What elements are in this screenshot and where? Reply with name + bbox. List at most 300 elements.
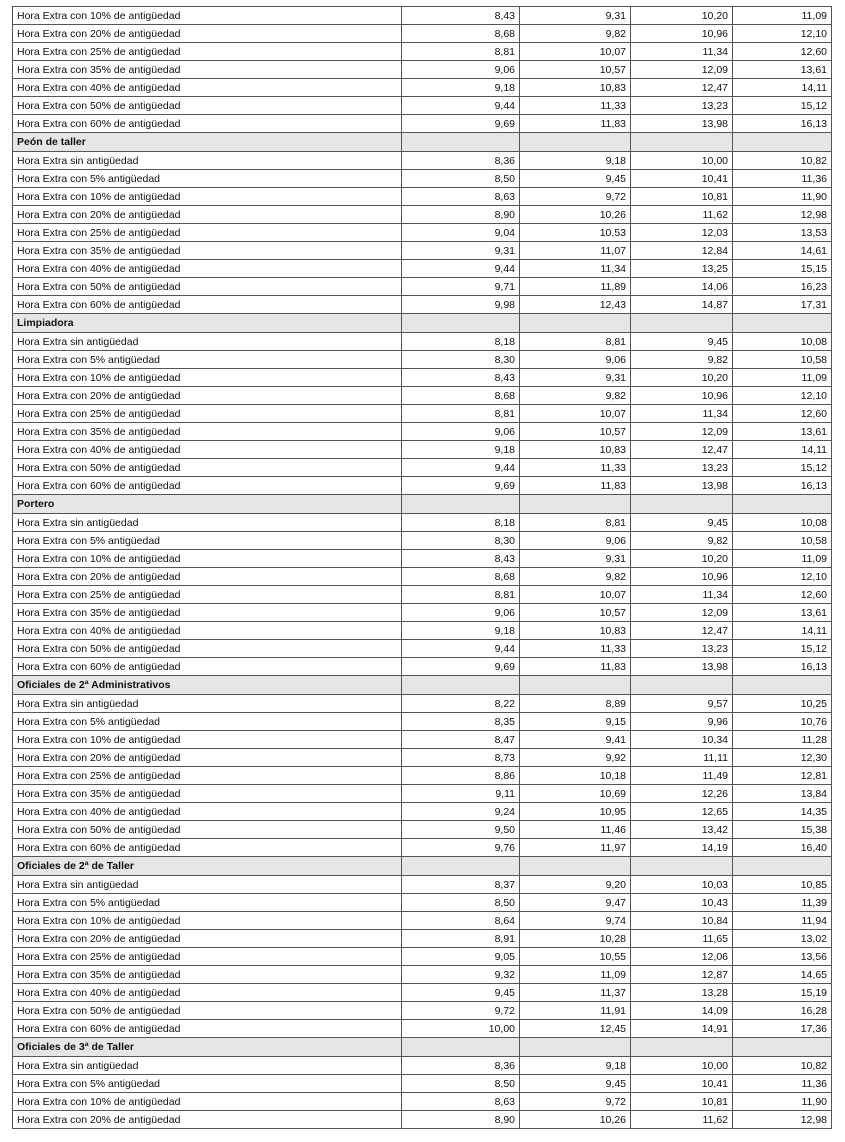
table-row bbox=[13, 749, 832, 767]
table-row bbox=[13, 459, 832, 477]
rate-cell-col-1: 9,05 bbox=[402, 948, 520, 966]
row-label: Hora Extra con 50% de antigüedad bbox=[13, 821, 402, 839]
row-label: Hora Extra sin antigüedad bbox=[13, 514, 402, 532]
rate-cell-col-4: 13,61 bbox=[733, 423, 832, 441]
table-row bbox=[13, 785, 832, 803]
rate-cell-col-2: 10,07 bbox=[520, 405, 631, 423]
rate-cell-col-2: 11,97 bbox=[520, 839, 631, 857]
table-row bbox=[13, 351, 832, 369]
rate-cell-col-4: 14,11 bbox=[733, 79, 832, 97]
rate-cell-col-3: 11,11 bbox=[631, 749, 733, 767]
section-title: Limpiadora bbox=[13, 314, 402, 333]
rate-cell-col-1: 8,90 bbox=[402, 1111, 520, 1129]
table-row bbox=[13, 532, 832, 550]
section-empty-cell bbox=[631, 1038, 733, 1057]
row-label: Hora Extra con 20% de antigüedad bbox=[13, 568, 402, 586]
rate-cell-col-1: 8,81 bbox=[402, 43, 520, 61]
rate-cell-col-1: 8,30 bbox=[402, 532, 520, 550]
rate-cell-col-1: 9,69 bbox=[402, 477, 520, 495]
rate-cell-col-3: 10,34 bbox=[631, 731, 733, 749]
row-label: Hora Extra con 60% de antigüedad bbox=[13, 658, 402, 676]
rate-cell-col-1: 9,24 bbox=[402, 803, 520, 821]
rate-cell-col-2: 8,89 bbox=[520, 695, 631, 713]
rate-cell-col-2: 9,45 bbox=[520, 170, 631, 188]
rate-cell-col-4: 13,84 bbox=[733, 785, 832, 803]
row-label: Hora Extra con 40% de antigüedad bbox=[13, 803, 402, 821]
row-label: Hora Extra con 60% de antigüedad bbox=[13, 115, 402, 133]
row-label: Hora Extra con 35% de antigüedad bbox=[13, 604, 402, 622]
rate-cell-col-3: 10,96 bbox=[631, 25, 733, 43]
rate-cell-col-3: 10,20 bbox=[631, 7, 733, 25]
table-row bbox=[13, 550, 832, 568]
rate-cell-col-3: 13,98 bbox=[631, 477, 733, 495]
section-header-row bbox=[13, 1038, 832, 1057]
rate-cell-col-3: 13,23 bbox=[631, 640, 733, 658]
rate-cell-col-3: 10,81 bbox=[631, 188, 733, 206]
rate-cell-col-2: 12,43 bbox=[520, 296, 631, 314]
rate-cell-col-1: 8,63 bbox=[402, 1093, 520, 1111]
rate-cell-col-4: 14,11 bbox=[733, 441, 832, 459]
table-row bbox=[13, 912, 832, 930]
rate-cell-col-1: 9,18 bbox=[402, 79, 520, 97]
row-label: Hora Extra con 25% de antigüedad bbox=[13, 948, 402, 966]
rate-cell-col-4: 13,02 bbox=[733, 930, 832, 948]
rate-cell-col-4: 14,35 bbox=[733, 803, 832, 821]
table-row bbox=[13, 713, 832, 731]
rate-cell-col-1: 8,43 bbox=[402, 369, 520, 387]
rate-cell-col-3: 13,42 bbox=[631, 821, 733, 839]
rate-cell-col-4: 10,85 bbox=[733, 876, 832, 894]
rate-cell-col-2: 9,82 bbox=[520, 25, 631, 43]
rate-cell-col-2: 10,57 bbox=[520, 604, 631, 622]
rate-cell-col-4: 11,28 bbox=[733, 731, 832, 749]
rate-cell-col-1: 9,98 bbox=[402, 296, 520, 314]
section-empty-cell bbox=[402, 133, 520, 152]
row-label: Hora Extra sin antigüedad bbox=[13, 333, 402, 351]
rate-cell-col-1: 8,18 bbox=[402, 333, 520, 351]
rate-cell-col-3: 12,47 bbox=[631, 79, 733, 97]
rate-cell-col-2: 9,72 bbox=[520, 1093, 631, 1111]
rate-cell-col-3: 10,41 bbox=[631, 170, 733, 188]
rate-cell-col-4: 15,12 bbox=[733, 459, 832, 477]
rate-cell-col-2: 10,26 bbox=[520, 206, 631, 224]
table-row bbox=[13, 948, 832, 966]
table-row bbox=[13, 658, 832, 676]
row-label: Hora Extra con 35% de antigüedad bbox=[13, 966, 402, 984]
table-row bbox=[13, 369, 832, 387]
rate-cell-col-2: 11,83 bbox=[520, 477, 631, 495]
table-row bbox=[13, 1020, 832, 1038]
rate-cell-col-1: 8,81 bbox=[402, 586, 520, 604]
rate-cell-col-4: 11,94 bbox=[733, 912, 832, 930]
section-empty-cell bbox=[733, 857, 832, 876]
row-label: Hora Extra con 40% de antigüedad bbox=[13, 79, 402, 97]
rate-cell-col-3: 9,45 bbox=[631, 333, 733, 351]
rate-cell-col-2: 10,28 bbox=[520, 930, 631, 948]
rate-cell-col-1: 9,04 bbox=[402, 224, 520, 242]
section-empty-cell bbox=[631, 857, 733, 876]
rate-cell-col-4: 15,38 bbox=[733, 821, 832, 839]
rate-cell-col-4: 13,53 bbox=[733, 224, 832, 242]
rate-cell-col-4: 11,39 bbox=[733, 894, 832, 912]
table-row bbox=[13, 405, 832, 423]
rate-cell-col-1: 8,90 bbox=[402, 206, 520, 224]
rate-cell-col-4: 11,09 bbox=[733, 369, 832, 387]
table-row bbox=[13, 423, 832, 441]
rate-cell-col-4: 13,56 bbox=[733, 948, 832, 966]
table-row bbox=[13, 242, 832, 260]
row-label: Hora Extra con 50% de antigüedad bbox=[13, 459, 402, 477]
rate-cell-col-1: 9,71 bbox=[402, 278, 520, 296]
rate-cell-col-2: 10,95 bbox=[520, 803, 631, 821]
table-row bbox=[13, 115, 832, 133]
table-row bbox=[13, 586, 832, 604]
rate-cell-col-2: 9,45 bbox=[520, 1075, 631, 1093]
rate-cell-col-3: 10,43 bbox=[631, 894, 733, 912]
rate-cell-col-3: 12,06 bbox=[631, 948, 733, 966]
table-row bbox=[13, 622, 832, 640]
rate-cell-col-3: 13,98 bbox=[631, 115, 733, 133]
rate-cell-col-3: 9,45 bbox=[631, 514, 733, 532]
row-label: Hora Extra con 35% de antigüedad bbox=[13, 785, 402, 803]
rate-cell-col-2: 9,41 bbox=[520, 731, 631, 749]
table-row bbox=[13, 387, 832, 405]
rate-cell-col-1: 9,18 bbox=[402, 622, 520, 640]
section-empty-cell bbox=[733, 314, 832, 333]
rate-cell-col-1: 8,91 bbox=[402, 930, 520, 948]
rate-cell-col-4: 14,11 bbox=[733, 622, 832, 640]
table-row bbox=[13, 296, 832, 314]
row-label: Hora Extra con 40% de antigüedad bbox=[13, 260, 402, 278]
section-title: Oficiales de 3ª de Taller bbox=[13, 1038, 402, 1057]
table-row bbox=[13, 966, 832, 984]
rate-cell-col-3: 14,87 bbox=[631, 296, 733, 314]
section-title: Portero bbox=[13, 495, 402, 514]
row-label: Hora Extra con 5% antigüedad bbox=[13, 713, 402, 731]
row-label: Hora Extra con 25% de antigüedad bbox=[13, 586, 402, 604]
rate-cell-col-2: 9,31 bbox=[520, 550, 631, 568]
row-label: Hora Extra con 35% de antigüedad bbox=[13, 423, 402, 441]
row-label: Hora Extra con 50% de antigüedad bbox=[13, 278, 402, 296]
rate-cell-col-1: 8,81 bbox=[402, 405, 520, 423]
rate-cell-col-3: 13,98 bbox=[631, 658, 733, 676]
rate-cell-col-3: 12,84 bbox=[631, 242, 733, 260]
rate-cell-col-2: 10,57 bbox=[520, 61, 631, 79]
rate-cell-col-3: 12,03 bbox=[631, 224, 733, 242]
row-label: Hora Extra con 50% de antigüedad bbox=[13, 640, 402, 658]
rate-cell-col-2: 11,33 bbox=[520, 459, 631, 477]
rate-cell-col-2: 9,47 bbox=[520, 894, 631, 912]
table-row bbox=[13, 1093, 832, 1111]
rate-cell-col-2: 11,46 bbox=[520, 821, 631, 839]
rate-cell-col-4: 15,19 bbox=[733, 984, 832, 1002]
section-header-row bbox=[13, 857, 832, 876]
section-title: Oficiales de 2ª de Taller bbox=[13, 857, 402, 876]
rate-cell-col-2: 12,45 bbox=[520, 1020, 631, 1038]
row-label: Hora Extra con 20% de antigüedad bbox=[13, 749, 402, 767]
rate-cell-col-1: 9,44 bbox=[402, 260, 520, 278]
rate-cell-col-3: 9,57 bbox=[631, 695, 733, 713]
section-empty-cell bbox=[520, 857, 631, 876]
rate-cell-col-3: 14,19 bbox=[631, 839, 733, 857]
section-empty-cell bbox=[402, 314, 520, 333]
section-title: Peón de taller bbox=[13, 133, 402, 152]
rate-cell-col-1: 8,50 bbox=[402, 894, 520, 912]
row-label: Hora Extra sin antigüedad bbox=[13, 695, 402, 713]
row-label: Hora Extra sin antigüedad bbox=[13, 152, 402, 170]
table-row bbox=[13, 604, 832, 622]
section-empty-cell bbox=[631, 133, 733, 152]
rate-cell-col-4: 12,60 bbox=[733, 405, 832, 423]
rate-cell-col-4: 12,10 bbox=[733, 25, 832, 43]
table-row bbox=[13, 477, 832, 495]
section-empty-cell bbox=[631, 676, 733, 695]
rate-cell-col-4: 11,90 bbox=[733, 1093, 832, 1111]
table-row bbox=[13, 731, 832, 749]
row-label: Hora Extra con 10% de antigüedad bbox=[13, 7, 402, 25]
rate-cell-col-2: 11,91 bbox=[520, 1002, 631, 1020]
table-row bbox=[13, 1075, 832, 1093]
rate-cell-col-2: 9,20 bbox=[520, 876, 631, 894]
rate-cell-col-1: 8,22 bbox=[402, 695, 520, 713]
rate-cell-col-1: 8,86 bbox=[402, 767, 520, 785]
rate-cell-col-3: 10,03 bbox=[631, 876, 733, 894]
table-row bbox=[13, 1111, 832, 1129]
table-row bbox=[13, 333, 832, 351]
table-row bbox=[13, 821, 832, 839]
rate-cell-col-1: 10,00 bbox=[402, 1020, 520, 1038]
row-label: Hora Extra con 10% de antigüedad bbox=[13, 550, 402, 568]
rate-cell-col-2: 10,69 bbox=[520, 785, 631, 803]
section-title: Oficiales de 2ª Administrativos bbox=[13, 676, 402, 695]
rate-cell-col-1: 9,69 bbox=[402, 115, 520, 133]
rate-cell-col-4: 14,65 bbox=[733, 966, 832, 984]
rate-cell-col-1: 9,32 bbox=[402, 966, 520, 984]
rate-cell-col-2: 9,31 bbox=[520, 7, 631, 25]
rate-cell-col-1: 9,76 bbox=[402, 839, 520, 857]
table-row bbox=[13, 984, 832, 1002]
rate-cell-col-1: 8,68 bbox=[402, 387, 520, 405]
table-row bbox=[13, 25, 832, 43]
table-row bbox=[13, 7, 832, 25]
section-empty-cell bbox=[402, 676, 520, 695]
row-label: Hora Extra con 20% de antigüedad bbox=[13, 1111, 402, 1129]
section-header-row bbox=[13, 495, 832, 514]
row-label: Hora Extra con 40% de antigüedad bbox=[13, 441, 402, 459]
rate-cell-col-3: 10,20 bbox=[631, 369, 733, 387]
rate-cell-col-4: 16,40 bbox=[733, 839, 832, 857]
table-row bbox=[13, 1057, 832, 1075]
rate-cell-col-2: 9,74 bbox=[520, 912, 631, 930]
row-label: Hora Extra con 60% de antigüedad bbox=[13, 1020, 402, 1038]
rate-cell-col-3: 13,23 bbox=[631, 97, 733, 115]
table-body bbox=[13, 7, 832, 1129]
section-empty-cell bbox=[520, 314, 631, 333]
rate-cell-col-4: 16,13 bbox=[733, 477, 832, 495]
section-header-row bbox=[13, 676, 832, 695]
rate-cell-col-3: 11,62 bbox=[631, 206, 733, 224]
rate-cell-col-3: 10,20 bbox=[631, 550, 733, 568]
rate-cell-col-3: 11,62 bbox=[631, 1111, 733, 1129]
rate-cell-col-1: 8,36 bbox=[402, 1057, 520, 1075]
row-label: Hora Extra con 25% de antigüedad bbox=[13, 767, 402, 785]
rate-cell-col-4: 16,13 bbox=[733, 658, 832, 676]
rate-cell-col-3: 11,34 bbox=[631, 43, 733, 61]
rate-cell-col-4: 14,61 bbox=[733, 242, 832, 260]
rate-cell-col-4: 12,98 bbox=[733, 1111, 832, 1129]
table-row bbox=[13, 894, 832, 912]
rate-cell-col-4: 11,09 bbox=[733, 7, 832, 25]
rate-cell-col-4: 10,25 bbox=[733, 695, 832, 713]
rate-cell-col-2: 8,81 bbox=[520, 514, 631, 532]
row-label: Hora Extra con 10% de antigüedad bbox=[13, 731, 402, 749]
rate-cell-col-4: 11,36 bbox=[733, 170, 832, 188]
rate-cell-col-4: 12,60 bbox=[733, 586, 832, 604]
section-empty-cell bbox=[520, 133, 631, 152]
row-label: Hora Extra con 20% de antigüedad bbox=[13, 206, 402, 224]
rate-cell-col-3: 12,47 bbox=[631, 622, 733, 640]
section-empty-cell bbox=[733, 133, 832, 152]
rate-cell-col-4: 15,15 bbox=[733, 260, 832, 278]
row-label: Hora Extra con 25% de antigüedad bbox=[13, 43, 402, 61]
rate-cell-col-2: 11,07 bbox=[520, 242, 631, 260]
rate-cell-col-3: 12,26 bbox=[631, 785, 733, 803]
rate-cell-col-2: 10,83 bbox=[520, 79, 631, 97]
rate-cell-col-1: 8,50 bbox=[402, 170, 520, 188]
table-row bbox=[13, 97, 832, 115]
row-label: Hora Extra con 10% de antigüedad bbox=[13, 912, 402, 930]
rate-cell-col-2: 9,31 bbox=[520, 369, 631, 387]
table-row bbox=[13, 79, 832, 97]
rate-cell-col-4: 17,36 bbox=[733, 1020, 832, 1038]
section-empty-cell bbox=[520, 676, 631, 695]
section-empty-cell bbox=[631, 495, 733, 514]
rate-cell-col-1: 9,50 bbox=[402, 821, 520, 839]
rate-cell-col-1: 9,44 bbox=[402, 97, 520, 115]
rate-cell-col-2: 9,18 bbox=[520, 1057, 631, 1075]
rate-cell-col-4: 10,58 bbox=[733, 351, 832, 369]
table-row bbox=[13, 206, 832, 224]
rate-cell-col-2: 9,18 bbox=[520, 152, 631, 170]
rate-cell-col-3: 13,25 bbox=[631, 260, 733, 278]
rate-cell-col-4: 17,31 bbox=[733, 296, 832, 314]
rate-cell-col-4: 12,10 bbox=[733, 387, 832, 405]
rate-cell-col-1: 9,06 bbox=[402, 423, 520, 441]
rate-cell-col-2: 10,83 bbox=[520, 441, 631, 459]
section-empty-cell bbox=[520, 495, 631, 514]
rate-cell-col-4: 12,10 bbox=[733, 568, 832, 586]
table-row bbox=[13, 568, 832, 586]
section-header-row bbox=[13, 133, 832, 152]
rate-cell-col-3: 13,28 bbox=[631, 984, 733, 1002]
table-row bbox=[13, 803, 832, 821]
rate-cell-col-1: 9,44 bbox=[402, 640, 520, 658]
section-empty-cell bbox=[402, 495, 520, 514]
rate-cell-col-1: 9,72 bbox=[402, 1002, 520, 1020]
rate-cell-col-4: 10,82 bbox=[733, 152, 832, 170]
rate-cell-col-2: 10,07 bbox=[520, 43, 631, 61]
rate-cell-col-1: 8,43 bbox=[402, 550, 520, 568]
rate-cell-col-2: 11,83 bbox=[520, 115, 631, 133]
rate-cell-col-3: 9,82 bbox=[631, 532, 733, 550]
section-empty-cell bbox=[733, 495, 832, 514]
rate-cell-col-4: 10,82 bbox=[733, 1057, 832, 1075]
row-label: Hora Extra con 35% de antigüedad bbox=[13, 242, 402, 260]
row-label: Hora Extra con 50% de antigüedad bbox=[13, 1002, 402, 1020]
rate-cell-col-1: 9,18 bbox=[402, 441, 520, 459]
rate-cell-col-2: 10,57 bbox=[520, 423, 631, 441]
rate-cell-col-2: 11,33 bbox=[520, 97, 631, 115]
row-label: Hora Extra con 60% de antigüedad bbox=[13, 296, 402, 314]
rate-cell-col-3: 10,00 bbox=[631, 1057, 733, 1075]
overtime-rates-table bbox=[12, 6, 832, 1129]
table-row bbox=[13, 278, 832, 296]
table-row bbox=[13, 260, 832, 278]
rate-cell-col-4: 10,58 bbox=[733, 532, 832, 550]
rate-cell-col-1: 8,18 bbox=[402, 514, 520, 532]
section-header-row bbox=[13, 314, 832, 333]
rate-cell-col-1: 8,43 bbox=[402, 7, 520, 25]
rate-cell-col-4: 13,61 bbox=[733, 61, 832, 79]
rate-cell-col-4: 12,98 bbox=[733, 206, 832, 224]
rate-cell-col-4: 11,09 bbox=[733, 550, 832, 568]
rate-cell-col-3: 14,09 bbox=[631, 1002, 733, 1020]
rate-cell-col-2: 10,55 bbox=[520, 948, 631, 966]
table-row bbox=[13, 224, 832, 242]
rate-cell-col-1: 9,06 bbox=[402, 61, 520, 79]
table-row bbox=[13, 61, 832, 79]
rate-cell-col-4: 16,13 bbox=[733, 115, 832, 133]
rate-cell-col-3: 12,87 bbox=[631, 966, 733, 984]
table-row bbox=[13, 514, 832, 532]
section-empty-cell bbox=[402, 857, 520, 876]
row-label: Hora Extra con 50% de antigüedad bbox=[13, 97, 402, 115]
row-label: Hora Extra con 5% antigüedad bbox=[13, 170, 402, 188]
rate-cell-col-4: 16,23 bbox=[733, 278, 832, 296]
rate-cell-col-1: 8,47 bbox=[402, 731, 520, 749]
row-label: Hora Extra con 5% antigüedad bbox=[13, 532, 402, 550]
table-row bbox=[13, 767, 832, 785]
rate-cell-col-1: 8,63 bbox=[402, 188, 520, 206]
row-label: Hora Extra con 5% antigüedad bbox=[13, 1075, 402, 1093]
row-label: Hora Extra con 10% de antigüedad bbox=[13, 188, 402, 206]
rate-cell-col-2: 9,72 bbox=[520, 188, 631, 206]
row-label: Hora Extra con 60% de antigüedad bbox=[13, 477, 402, 495]
rate-cell-col-4: 10,08 bbox=[733, 514, 832, 532]
rate-cell-col-3: 10,81 bbox=[631, 1093, 733, 1111]
row-label: Hora Extra con 60% de antigüedad bbox=[13, 839, 402, 857]
rate-cell-col-2: 11,37 bbox=[520, 984, 631, 1002]
rate-cell-col-4: 10,08 bbox=[733, 333, 832, 351]
rate-cell-col-3: 11,65 bbox=[631, 930, 733, 948]
row-label: Hora Extra con 20% de antigüedad bbox=[13, 930, 402, 948]
rate-cell-col-3: 11,34 bbox=[631, 405, 733, 423]
rate-cell-col-3: 10,84 bbox=[631, 912, 733, 930]
section-empty-cell bbox=[631, 314, 733, 333]
rate-cell-col-2: 10,53 bbox=[520, 224, 631, 242]
rate-cell-col-1: 8,35 bbox=[402, 713, 520, 731]
rate-cell-col-1: 8,73 bbox=[402, 749, 520, 767]
rate-cell-col-3: 14,06 bbox=[631, 278, 733, 296]
rate-cell-col-2: 10,07 bbox=[520, 586, 631, 604]
rate-cell-col-1: 9,31 bbox=[402, 242, 520, 260]
rate-cell-col-2: 9,06 bbox=[520, 532, 631, 550]
rate-cell-col-1: 8,68 bbox=[402, 568, 520, 586]
table-row bbox=[13, 839, 832, 857]
table-row bbox=[13, 152, 832, 170]
rate-cell-col-4: 10,76 bbox=[733, 713, 832, 731]
rate-cell-col-4: 12,30 bbox=[733, 749, 832, 767]
